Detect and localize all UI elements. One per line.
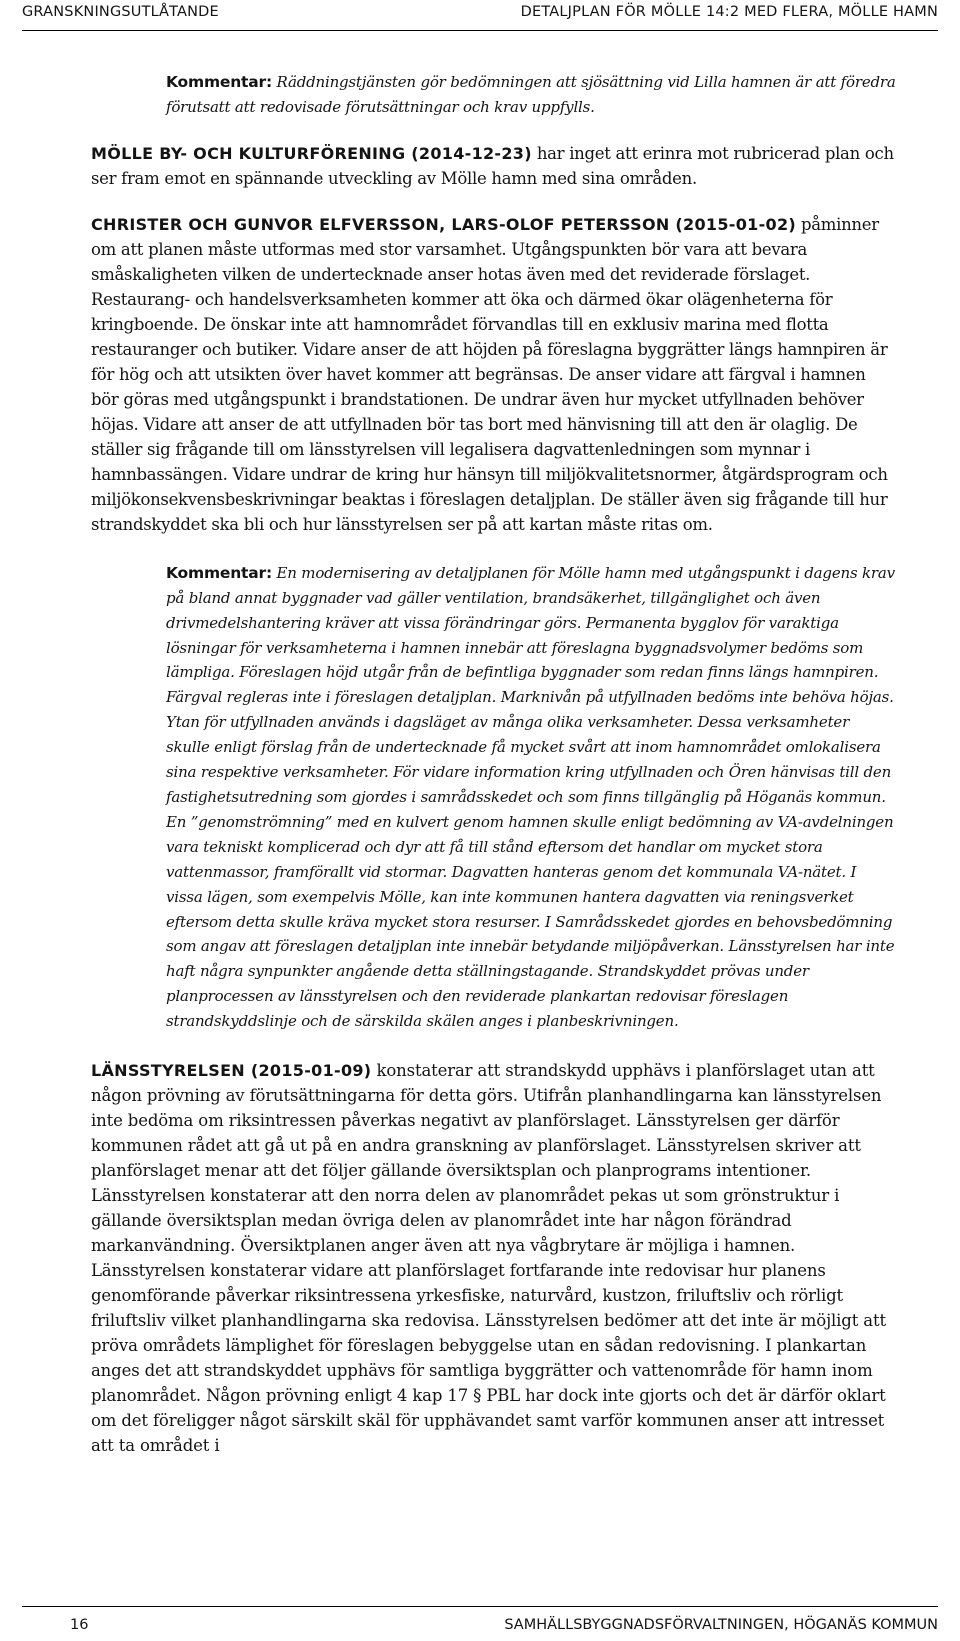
footer-divider [22,1606,938,1607]
statement-text: konstaterar att strandskydd upphävs i planförslaget utan att någon prövning av förutsättningarna för detta görs. Utifrån planhandlingarna kan länsstyrelsen inte bedöma om riksintressen påverkas negativt av planförslaget. Länsstyrelsen ger därför kommunen rådet att gå ut på en andra granskning av planförslaget. Länsstyrelsen skriver att planförslaget menar att det följer gällande översiktsplan och planprograms intentioner. Länsstyrelsen konstaterar att den norra delen av planområdet pekas ut som grönstruktur i gällande översiktsplan medan övriga delen av planområdet inte har någon förändrad markanvändning. Översiktplanen anger även att nya vågbrytare är möjliga i hamnen. Länsstyrelsen konstaterar vidare att planförslaget fortfarande inte redovisar hur planens genomförande påverkar riksintressena yrkesfiske, naturvård, kustzon, friluftsliv och rörligt friluftsliv vilket planhandlingarna ska redovisa. Länsstyrelsen bedömer att det inte är möjligt att pröva områdets lämplighet för föreslagen bebyggelse utan en sådan redovisning. I plankartan anges det att strandskyddet upphävs för samtliga byggrätter och vattenområde för hamn inom planområdet. Någon prövning enligt 4 kap 17 § PBL har dock inte gjorts och det är därför oklart om det föreligger något särskilt skäl för upphävandet samt varför kommunen anser att intresset att ta området i [91,1061,886,1456]
statement-molle-by-kulturforening [91,141,897,191]
statement-sender: LÄNSSTYRELSEN (2015-01-09) [91,1061,372,1081]
comment-block-raddningstjansten [166,70,897,120]
statement-text: påminner om att planen måste utformas med stor varsamhet. Utgångspunkten bör vara att bevara småskaligheten vilken de undertecknade anser hotas även med det reviderade förslaget. Restaurang- och handelsverksamheten kommer att öka och därmed ökar olägenheterna för kringboende. De önskar inte att hamnområdet förvandlas till en exklusiv marina med flotta restauranger och butiker. Vidare anser de att höjden på föreslagna byggrätter längs hamnpiren är för hög och att utsikten över havet kommer att begränsas. De anser vidare att färgval i hamnen bör göras med utgångspunkt i brandstationen. De undrar även hur mycket utfyllnaden behöver höjas. Vidare att anser de att utfyllnaden bör tas bort med hänvisning till att den är olaglig. De ställer sig frågande till om länsstyrelsen vill legalisera dagvattenledningen som mynnar i hamnbassängen. Vidare undrar de kring hur hänsyn till miljökvalitetsnormer, åtgärdsprogram och miljökonsekvensbeskrivningar beaktas i föreslagen detaljplan. De ställer även sig frågande till hur strandskyddet ska bli och hur länsstyrelsen ser på att kartan måste ritas om. [91,214,888,534]
header-document-type: GRANSKNINGSUTLÅTANDE [22,4,219,20]
comment-block-elfversson [166,561,897,1034]
page-header [22,4,938,26]
footer-organization: SAMHÄLLSBYGGNADSFÖRVALTNINGEN, HÖGANÄS KOMMUN [504,1617,938,1633]
header-divider [22,30,938,31]
header-document-title: DETALJPLAN FÖR MÖLLE 14:2 MED FLERA, MÖLLE HAMN [520,4,938,20]
document-body [91,70,897,1458]
statement-elfversson-petersson [91,212,897,537]
comment-text: En modernisering av detaljplanen för Mölle hamn med utgångspunkt i dagens krav på bland annat byggnader vad gäller ventilation, brandsäkerhet, tillgänglighet och även drivmedelshantering kräver att vissa förändringar görs. Permanenta bygglov för varaktiga lösningar för verksamheterna i hamnen innebär att föreslagna byggnadsvolymer bedöms som lämpliga. Föreslagen höjd utgår från de befintliga byggnader som redan finns längs hamnpiren. Färgval regleras inte i föreslagen detaljplan. Marknivån på utfyllnaden bedöms inte behöva höjas. Ytan för utfyllnaden används i dagsläget av många olika verksamheter. Dessa verksamheter skulle enligt förslag från de undertecknade få mycket svårt att inom hamnområdet omlokalisera sina respektive verksamheter. För vidare information kring utfyllnaden och Ören hänvisas till den fastighetsutredning som gjordes i samrådsskedet och som finns tillgänglig på Höganäs kommun. En ”genomströmning” med en kulvert genom hamnen skulle enligt bedömning av VA-avdelningen vara tekniskt komplicerad och dyr att få till stånd eftersom det handlar om mycket stora vattenmassor, framförallt vid stormar. Dagvatten hanteras genom det kommunala VA-nätet. I vissa lägen, som exempelvis Mölle, kan inte kommunen hantera dagvatten via reningsverket eftersom detta skulle kräva mycket stora resurser. I Samrådsskedet gjordes en behovsbedömning som angav att föreslagen detaljplan inte innebär betydande miljöpåverkan. Länsstyrelsen har inte haft några synpunkter angående detta ställningstagande. Strandskyddet prövas under planprocessen av länsstyrelsen och den reviderade plankartan redovisar föreslagen strandskyddslinje och de särskilda skälen anges i planbeskrivningen. [166,563,895,1031]
comment-label: Kommentar: [166,563,272,582]
page-footer [22,1617,938,1639]
comment-label: Kommentar: [166,73,272,91]
statement-lansstyrelsen [91,1058,897,1458]
comment-text: Räddningstjänsten gör bedömningen att sjösättning vid Lilla hamnen är att föredra förutsatt att redovisade förutsättningar och krav uppfylls. [166,73,896,116]
statement-text: har inget att erinra mot rubricerad plan och ser fram emot en spännande utveckling av Mölle hamn med sina områden. [91,143,894,188]
statement-sender: CHRISTER OCH GUNVOR ELFVERSSON, LARS-OLOF PETERSSON (2015-01-02) [91,214,797,234]
page-number: 16 [70,1617,89,1633]
statement-sender: MÖLLE BY- OCH KULTURFÖRENING (2014-12-23) [91,143,532,163]
